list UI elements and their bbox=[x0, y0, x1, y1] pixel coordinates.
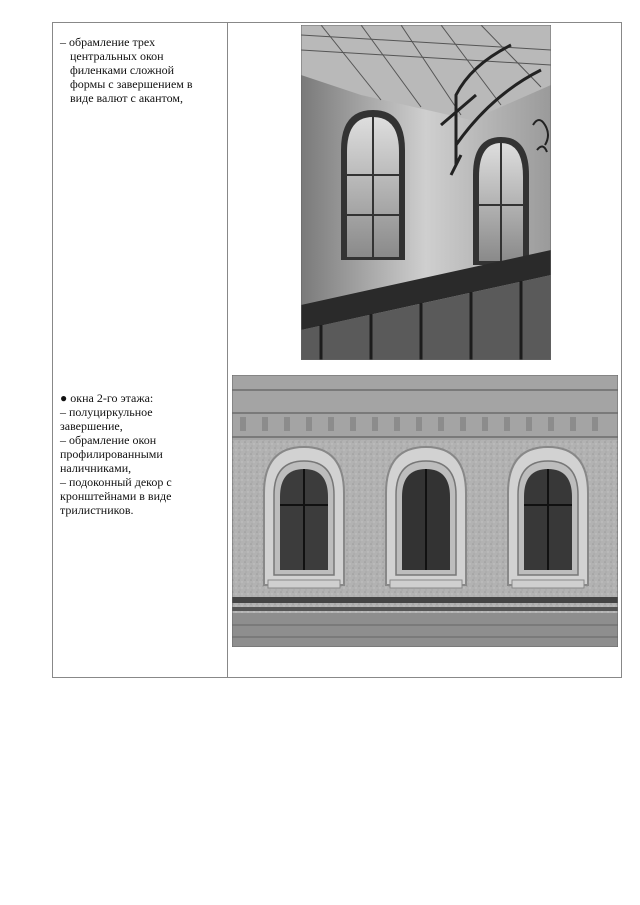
row-1-line: формы с завершением в bbox=[70, 77, 193, 91]
interior-arched-windows-photo bbox=[301, 25, 551, 360]
row-2-line: завершение, bbox=[60, 419, 123, 433]
row-2-line: профилированными bbox=[60, 447, 163, 461]
facade-arched-windows-photo bbox=[232, 375, 618, 647]
row-1-line: – обрамление трех bbox=[60, 35, 156, 49]
row-2-line: – обрамление окон bbox=[60, 433, 157, 447]
row-2-line: ● окна 2-го этажа: bbox=[60, 391, 154, 405]
row-1-line: центральных окон bbox=[70, 49, 164, 63]
row-2-line: наличниками, bbox=[60, 461, 132, 475]
row-1-text bbox=[60, 35, 220, 105]
row-1-line: филенками сложной bbox=[70, 63, 175, 77]
row-1-line: виде валют с акантом, bbox=[70, 91, 183, 105]
row-2-line: кронштейнами в виде bbox=[60, 489, 172, 503]
document-table bbox=[52, 22, 622, 678]
row-2-text bbox=[60, 391, 220, 517]
column-divider bbox=[227, 23, 228, 677]
row-2-line: – подоконный декор с bbox=[60, 475, 172, 489]
row-2-line: – полуциркульное bbox=[60, 405, 153, 419]
row-2-line: трилистников. bbox=[60, 503, 134, 517]
